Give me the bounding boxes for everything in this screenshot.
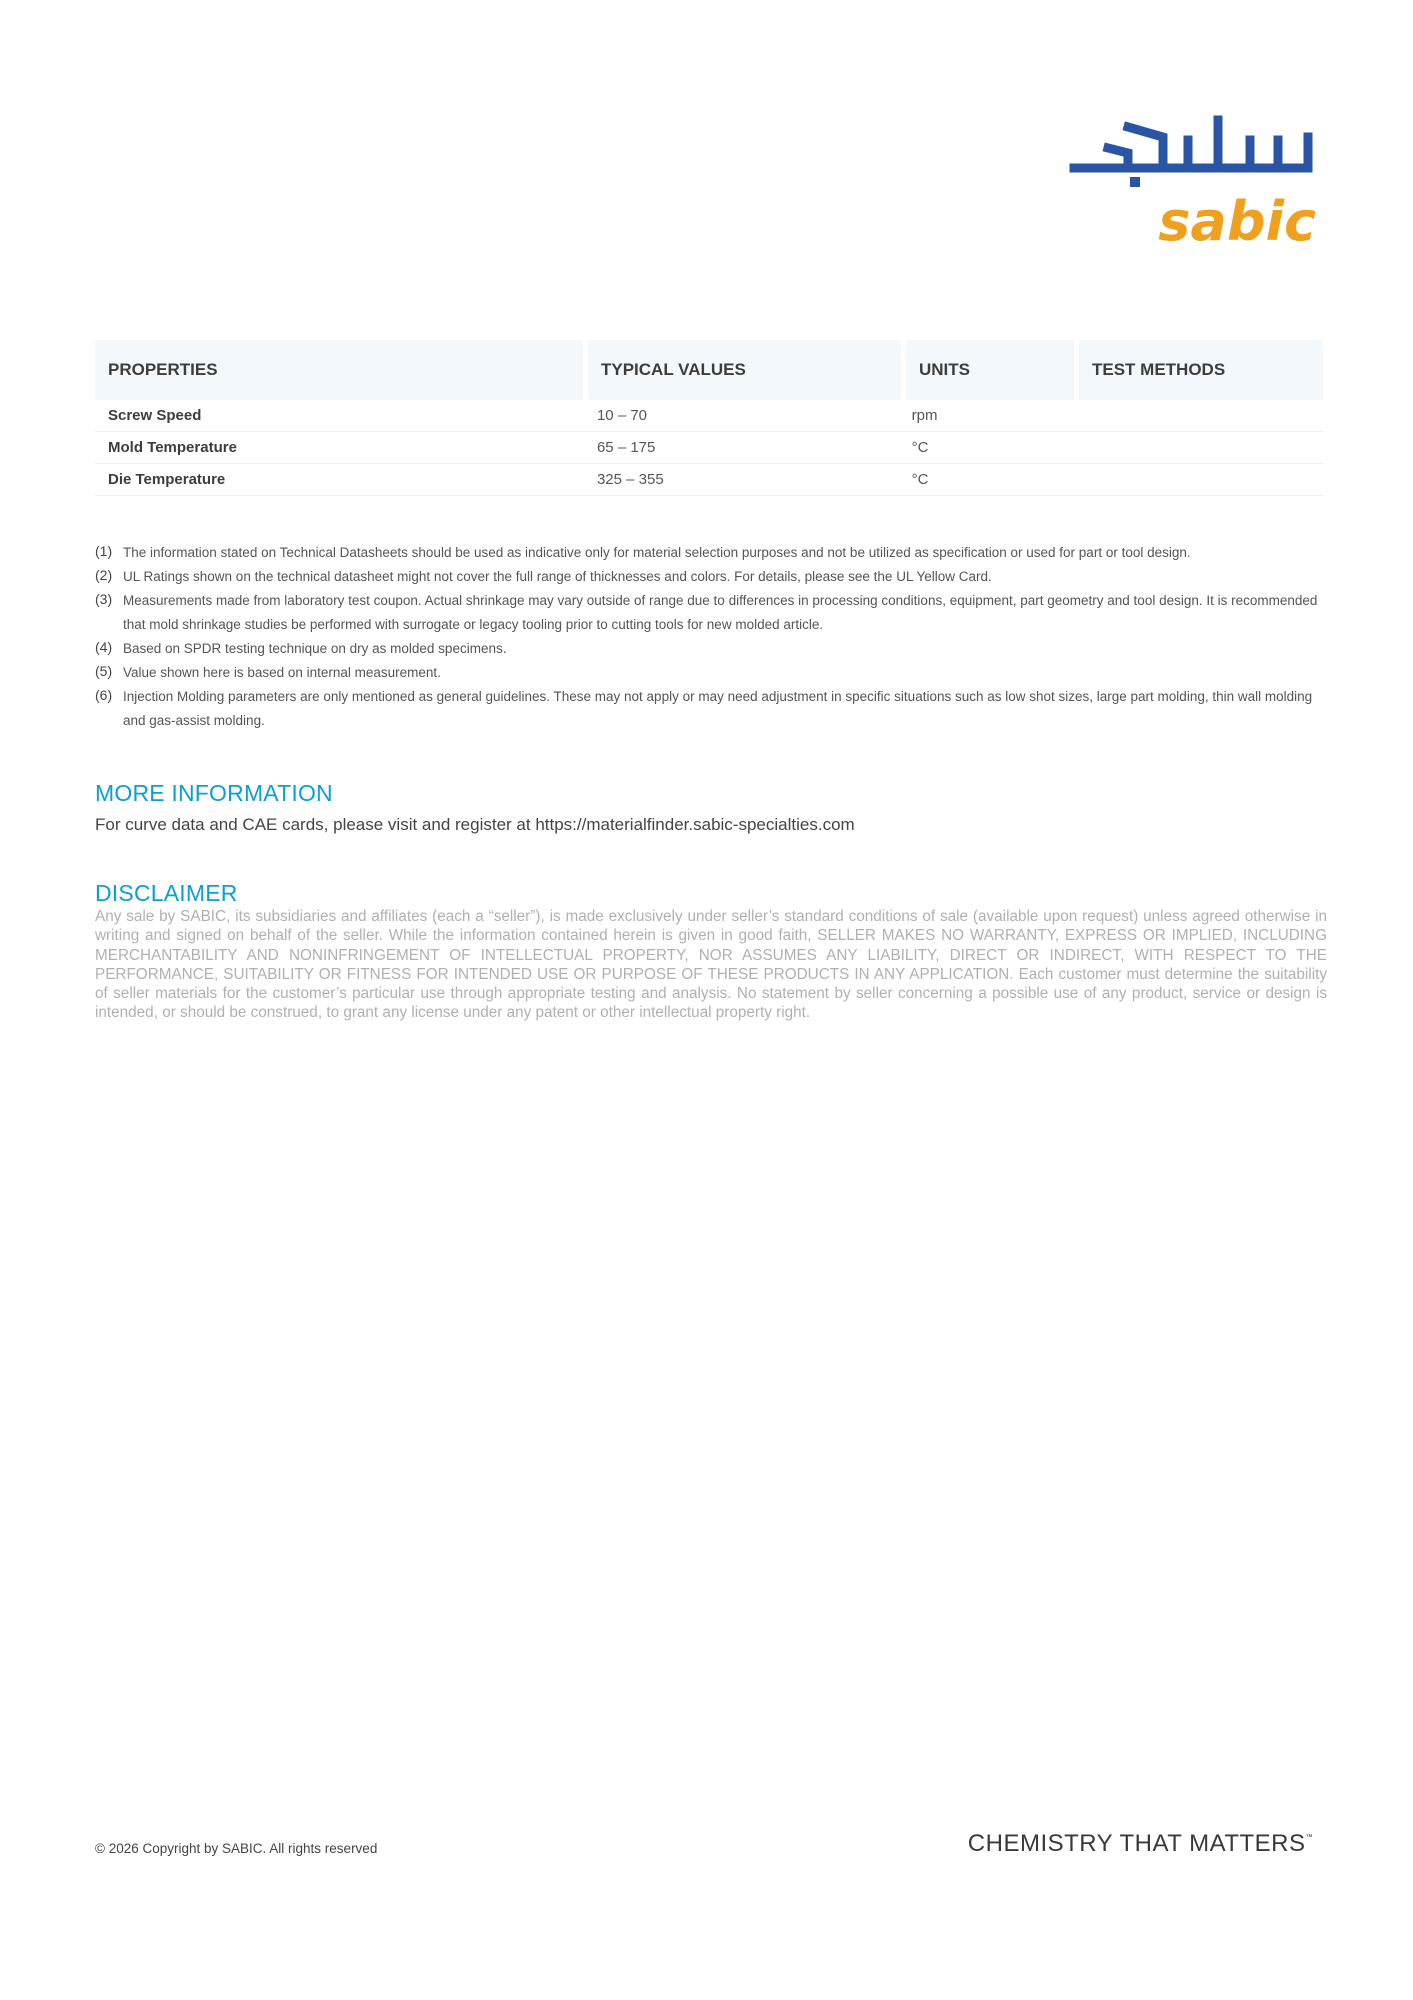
footnote-number: (4) bbox=[95, 639, 113, 655]
footnote-text: The information stated on Technical Datasheets should be used as indicative only for material selection purposes and not be utilized as specification or used for part or tool design. bbox=[123, 545, 1191, 560]
footnote-text: Injection Molding parameters are only mentioned as general guidelines. These may not apply or may need adjustment in specific situations such as low shot sizes, large part molding, thin wall molding and gas-assist molding. bbox=[123, 689, 1313, 728]
footnote bbox=[95, 541, 1325, 565]
row-property: Mold Temperature bbox=[108, 439, 237, 456]
properties-table bbox=[95, 340, 1323, 496]
row-value: 10 – 70 bbox=[596, 407, 648, 424]
more-information-heading: MORE INFORMATION bbox=[95, 780, 333, 806]
trademark-mark: ™ bbox=[1305, 1834, 1313, 1841]
tagline-text: CHEMISTRY THAT MATTERS bbox=[967, 1830, 1306, 1857]
disclaimer-heading: DISCLAIMER bbox=[95, 880, 238, 906]
header-properties: PROPERTIES bbox=[95, 340, 583, 400]
header-units: UNITS bbox=[906, 340, 1074, 400]
brand-tagline bbox=[968, 1830, 1313, 1858]
more-information-text: For curve data and CAE cards, please visit and register at https://materialfinder.sabic-specialties.com bbox=[95, 815, 855, 834]
footnote bbox=[95, 589, 1325, 637]
row-value: 65 – 175 bbox=[596, 439, 656, 456]
row-value: 325 – 355 bbox=[596, 471, 664, 488]
footnote-text: Measurements made from laboratory test coupon. Actual shrinkage may vary outside of range due to differences in processing conditions, equipment, part geometry and tool design. It is recommended that mold shrinkage studies be performed with surrogate or legacy tooling prior to cutting tools for new molded article. bbox=[123, 593, 1318, 632]
row-unit: °C bbox=[911, 471, 929, 488]
table-row bbox=[95, 400, 1323, 432]
table-header-row bbox=[95, 340, 1323, 400]
logo-latin-wordmark: sabic bbox=[1158, 190, 1316, 253]
header-typical-values: TYPICAL VALUES bbox=[588, 340, 901, 400]
footnote bbox=[95, 565, 1325, 589]
footnote bbox=[95, 685, 1325, 733]
row-property: Screw Speed bbox=[108, 407, 202, 424]
header-test-methods: TEST METHODS bbox=[1079, 340, 1323, 400]
table-row bbox=[95, 432, 1323, 464]
sabic-arabic-logo-mark bbox=[1068, 115, 1318, 255]
footnote-number: (5) bbox=[95, 663, 113, 679]
footnote bbox=[95, 637, 1325, 661]
footnote-text: UL Ratings shown on the technical datasheet might not cover the full range of thicknesses and colors. For details, please see the UL Yellow Card. bbox=[123, 569, 992, 584]
disclaimer-text: Any sale by SABIC, its subsidiaries and affiliates (each a “seller”), is made exclusively under seller’s standard conditions of sale (available upon request) unless agreed otherwise in writing and signed on behalf of the seller. While the information contained herein is given in good faith, SELLER MAKES NO WARRANTY, EXPRESS OR IMPLIED, INCLUDING MERCHANTABILITY AND NONINFRINGEMENT OF INTELLECTUAL PROPERTY, NOR ASSUMES ANY LIABILITY, DIRECT OR INDIRECT, WITH RESPECT TO THE PERFORMANCE, SUITABILITY OR FITNESS FOR INTENDED USE OR PURPOSE OF THESE PRODUCTS IN ANY APPLICATION. Each customer must determine the suitability of seller materials for the customer’s particular use through appropriate testing and analysis. No statement by seller concerning a possible use of any product, service or design is intended, or should be construed, to grant any license under any patent or other intellectual property right. bbox=[95, 908, 1327, 1022]
footnote-number: (3) bbox=[95, 591, 113, 607]
footnote-number: (6) bbox=[95, 687, 113, 703]
footnote-text: Value shown here is based on internal measurement. bbox=[123, 665, 441, 680]
footnote bbox=[95, 661, 1325, 685]
footnote-text: Based on SPDR testing technique on dry as molded specimens. bbox=[123, 641, 507, 656]
footnote-number: (1) bbox=[95, 543, 113, 559]
sabic-logo bbox=[1068, 115, 1318, 255]
row-unit: rpm bbox=[911, 407, 938, 424]
copyright-notice: © 2026 Copyright by SABIC. All rights reserved bbox=[95, 1841, 378, 1856]
footnote-number: (2) bbox=[95, 567, 113, 583]
footnotes bbox=[95, 541, 1325, 733]
row-property: Die Temperature bbox=[108, 471, 226, 488]
row-unit: °C bbox=[911, 439, 929, 456]
table-row bbox=[95, 464, 1323, 496]
